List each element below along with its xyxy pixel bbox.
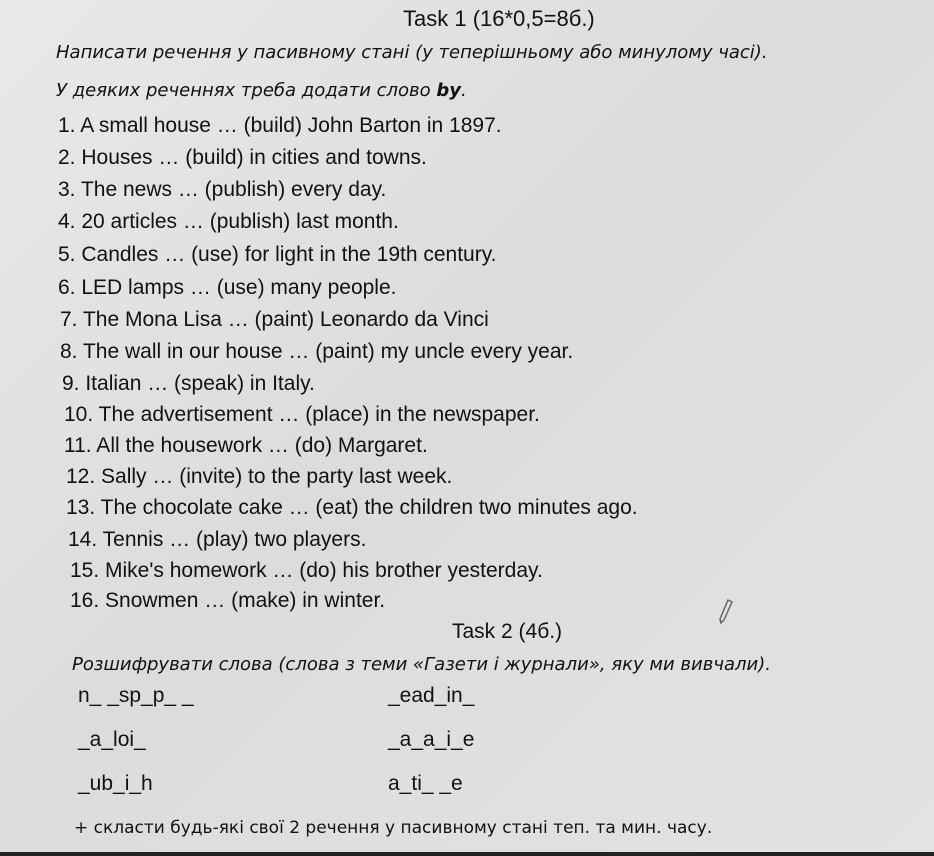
exercise-item-11: 11. All the housework … (do) Margaret. bbox=[64, 434, 428, 457]
task2-instruction: Розшифрувати слова (слова з теми «Газети і журнали», яку ми вивчали). bbox=[72, 654, 771, 675]
footer-task: + скласти будь-які свої 2 речення у пасивному стані теп. та мин. часу. bbox=[74, 818, 713, 838]
exercise-item-16: 16. Snowmen … (make) in winter. bbox=[70, 589, 386, 612]
exercise-item-15: 15. Mike's homework … (do) his brother yesterday. bbox=[70, 559, 543, 582]
exercise-item-4: 4. 20 articles … (publish) last month. bbox=[58, 210, 399, 233]
task1-instruction-1: Написати речення у пасивному стані (у теперішньому або минулому часі). bbox=[56, 42, 768, 63]
bottom-edge bbox=[0, 852, 934, 856]
scrambled-word-6: a_ti_ _e bbox=[388, 772, 463, 795]
instruction-2-prefix: У деяких реченнях треба додати слово bbox=[56, 80, 437, 101]
exercise-item-6: 6. LED lamps … (use) many people. bbox=[58, 276, 397, 299]
exercise-item-1: 1. A small house … (build) John Barton in 1897. bbox=[58, 114, 502, 137]
instruction-2-suffix: . bbox=[461, 80, 467, 101]
task1-title: Task 1 (16*0,5=8б.) bbox=[403, 6, 595, 31]
exercise-item-13: 13. The chocolate cake … (eat) the children two minutes ago. bbox=[66, 496, 638, 519]
exercise-item-7: 7. The Mona Lisa … (paint) Leonardo da Vinci bbox=[60, 308, 489, 331]
task1-instruction-2 bbox=[56, 80, 467, 101]
task2-title: Task 2 (4б.) bbox=[452, 620, 563, 643]
scrambled-word-4: _a_a_i_e bbox=[388, 728, 475, 751]
scrambled-word-3: _a_loi_ bbox=[78, 728, 146, 751]
instruction-2-bold-word: by bbox=[436, 80, 461, 101]
exercise-item-14: 14. Tennis … (play) two players. bbox=[68, 528, 367, 551]
pencil-icon bbox=[716, 598, 734, 626]
exercise-item-10: 10. The advertisement … (place) in the newspaper. bbox=[64, 403, 540, 426]
exercise-item-8: 8. The wall in our house … (paint) my uncle every year. bbox=[60, 340, 574, 363]
exercise-item-5: 5. Candles … (use) for light in the 19th century. bbox=[58, 243, 497, 266]
exercise-item-2: 2. Houses … (build) in cities and towns. bbox=[58, 146, 427, 169]
scrambled-word-5: _ub_i_h bbox=[78, 772, 153, 795]
exercise-item-3: 3. The news … (publish) every day. bbox=[58, 178, 387, 201]
exercise-item-12: 12. Sally … (invite) to the party last week. bbox=[66, 465, 453, 488]
scrambled-word-2: _ead_in_ bbox=[388, 684, 475, 707]
scrambled-word-1: n_ _sp_p_ _ bbox=[78, 684, 194, 707]
exercise-item-9: 9. Italian … (speak) in Italy. bbox=[62, 372, 315, 395]
